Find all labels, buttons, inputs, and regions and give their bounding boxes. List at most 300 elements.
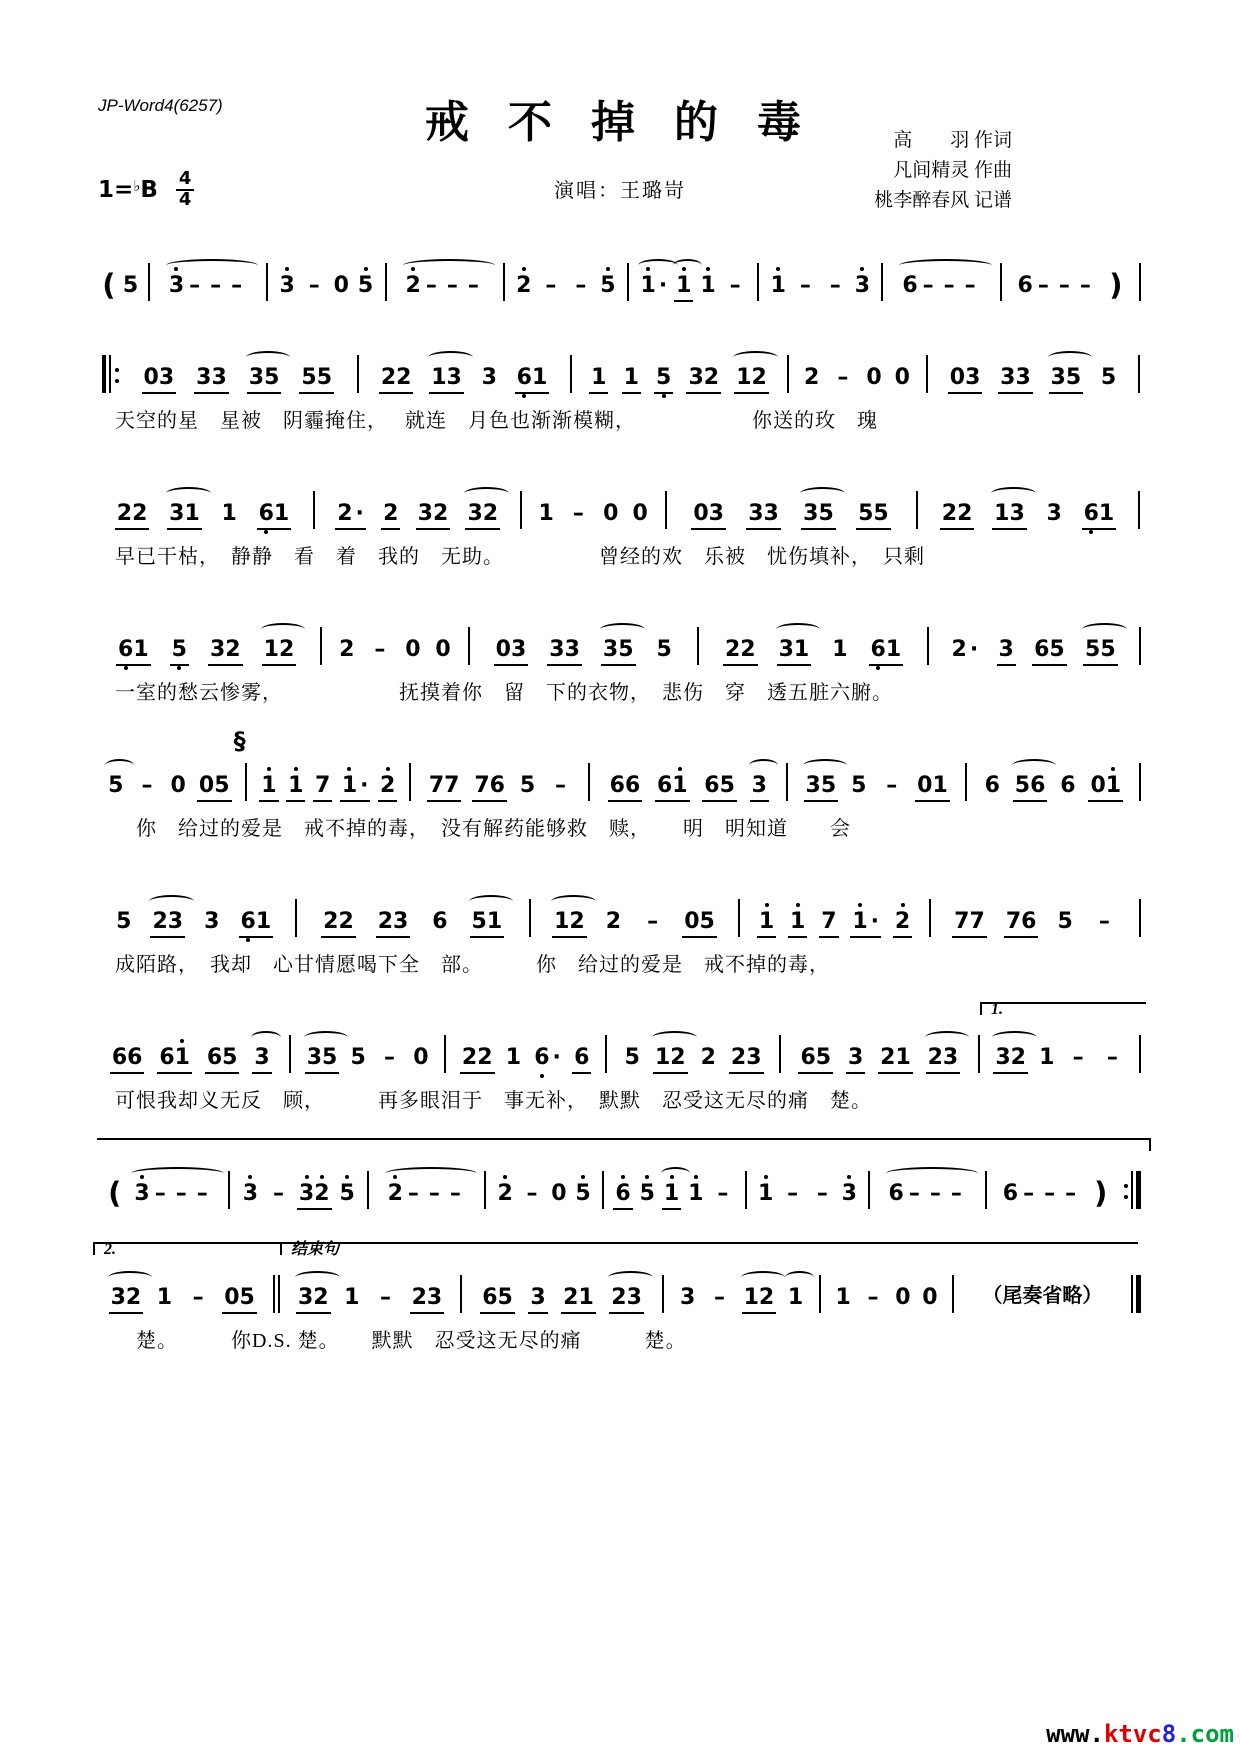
note-digit: 7	[969, 909, 985, 934]
measure	[320, 503, 515, 530]
note-token	[940, 503, 975, 530]
corner-mark: JP-Word4(6257)	[98, 96, 223, 115]
measure	[235, 1183, 363, 1210]
note-digit: 7	[1005, 909, 1022, 934]
note-digit: 2	[703, 365, 720, 390]
octave-dot-above	[694, 1175, 698, 1179]
note-token	[793, 275, 818, 302]
watermark-part: www.	[1046, 1720, 1104, 1748]
note-digit: 3	[481, 365, 497, 390]
note-digit: 5	[172, 639, 187, 661]
note-token	[840, 1183, 859, 1210]
note-token	[257, 503, 292, 530]
note-digit: 3	[1000, 365, 1016, 390]
note-token	[589, 367, 608, 394]
octave-dot-above	[1111, 767, 1115, 771]
note-digit: 1	[932, 773, 948, 798]
note-digit: 3	[467, 501, 483, 526]
slur-arc	[166, 259, 258, 272]
note-digit: 3	[805, 773, 821, 798]
singer-credit: 演唱：王璐岢	[554, 180, 686, 202]
note-digit: 5	[1065, 365, 1082, 390]
note-digit: 3	[751, 773, 767, 798]
note-token	[769, 275, 788, 302]
octave-dot-above	[796, 903, 800, 907]
chorus-line-1	[97, 727, 1145, 840]
octave-dot-above	[267, 767, 271, 771]
note-digit: 1	[759, 911, 774, 933]
barline	[1134, 627, 1145, 666]
open-paren: (	[108, 1176, 122, 1210]
barline	[601, 1035, 612, 1074]
note-token	[465, 503, 500, 530]
note-token	[849, 775, 868, 802]
note-digit: 1	[743, 1285, 759, 1310]
octave-dot-above	[305, 1175, 309, 1179]
measure	[875, 1183, 981, 1210]
note-digit: 5	[1100, 365, 1117, 390]
barline	[693, 627, 704, 666]
slur-arc	[991, 487, 1036, 500]
note-digit: 1	[672, 775, 687, 797]
note-digit: 5	[322, 1045, 338, 1070]
volta-continuation-line	[97, 1138, 1151, 1151]
note-digit: 3	[196, 365, 212, 390]
octave-dot-above	[776, 267, 780, 271]
note-digit: 6	[127, 1045, 143, 1070]
ending-line	[97, 1241, 1145, 1352]
note-token	[861, 1287, 886, 1314]
note-token	[121, 275, 140, 302]
octave-dot-above	[386, 767, 390, 771]
note-token	[1100, 1047, 1125, 1074]
note-digit: 3	[564, 637, 580, 662]
note-token	[804, 775, 839, 802]
duration-dash: –	[575, 273, 587, 298]
note-token	[134, 775, 159, 802]
note-digit: 6	[1017, 273, 1033, 298]
note-token	[367, 639, 392, 666]
note-digit: 3	[842, 1183, 857, 1205]
note-token	[115, 503, 150, 530]
note-digit: 6	[517, 367, 532, 389]
duration-dash: –	[273, 1181, 284, 1206]
measure	[296, 1047, 440, 1074]
note-digit: 3	[243, 1183, 258, 1205]
measure	[526, 503, 660, 530]
measure	[958, 1279, 1126, 1314]
duration-dash: –	[572, 501, 584, 526]
note-token	[142, 367, 177, 394]
volta-bracket	[980, 1001, 1146, 1018]
note-token	[205, 1047, 240, 1074]
note-digit: 3	[708, 501, 724, 526]
octave-dot-below	[124, 666, 128, 670]
note-digit: 0	[894, 365, 910, 390]
barline	[1134, 263, 1145, 302]
barline	[262, 263, 273, 302]
note-token	[998, 367, 1033, 394]
note-digit: 2	[152, 909, 168, 934]
barline	[565, 355, 576, 394]
volta-label: 2.	[104, 1241, 116, 1258]
note-digit: 1	[895, 1045, 911, 1070]
note-token	[532, 1047, 563, 1074]
note-digit: 1	[664, 1183, 679, 1205]
slur-arc	[246, 351, 291, 364]
duration-dash: –	[1037, 273, 1049, 298]
note-digit: 2	[880, 1045, 896, 1070]
time-signature	[176, 170, 195, 210]
duration-dash: –	[308, 273, 320, 298]
note-token	[819, 911, 838, 938]
note-token	[915, 775, 950, 802]
note-token	[277, 275, 296, 302]
slur-arc	[749, 759, 778, 772]
note-digit: 5	[699, 909, 715, 934]
octave-dot-above	[180, 1039, 184, 1043]
note-token	[504, 1047, 523, 1074]
note-digit: 2	[670, 1045, 686, 1070]
note-digit: 1	[133, 637, 149, 662]
note-token	[169, 775, 188, 802]
note-digit: 5	[820, 773, 837, 798]
note-digit: 1	[486, 909, 503, 934]
measure	[576, 367, 782, 394]
slur-arc	[608, 1271, 653, 1284]
slur-arc	[403, 259, 495, 272]
note-token	[846, 1047, 865, 1074]
note-digit: 3	[688, 365, 704, 390]
note-token	[834, 1287, 853, 1314]
measure	[992, 1176, 1119, 1210]
note-token	[241, 1183, 260, 1210]
notes-row	[97, 614, 1145, 666]
close-paren: )	[1109, 268, 1123, 302]
note-digit: 5	[1057, 909, 1073, 934]
note-token	[106, 775, 125, 802]
note-digit: 2	[563, 1285, 579, 1310]
note-token	[992, 503, 1027, 530]
note-digit: 5	[301, 365, 317, 390]
note-digit: 3	[748, 501, 764, 526]
note-digit: 2	[132, 501, 148, 526]
note-digit: 2	[432, 501, 449, 526]
note-token	[132, 1183, 214, 1210]
note-digit: 1	[1106, 775, 1121, 797]
barline	[440, 1035, 451, 1074]
note-token	[1004, 911, 1039, 938]
note-digit: 3	[169, 275, 184, 297]
barline	[782, 355, 793, 394]
note-digit: 6	[432, 909, 448, 934]
note-digit: 6	[609, 773, 625, 798]
slur-arc	[251, 1031, 280, 1044]
note-token	[416, 503, 451, 530]
note-token	[598, 275, 617, 302]
measure	[668, 1287, 814, 1314]
note-digit: 6	[984, 773, 1000, 798]
note-digit: 5	[350, 1045, 366, 1070]
measure	[634, 275, 753, 302]
note-digit: 3	[417, 501, 433, 526]
duration-dash: –	[425, 273, 437, 298]
slur-arc	[131, 1167, 223, 1180]
note-digit: 6	[534, 1047, 549, 1069]
note-digit: 0	[495, 637, 511, 662]
note-token	[429, 367, 464, 394]
barline	[456, 1275, 467, 1314]
notes-row	[97, 1241, 1145, 1314]
note-token	[186, 1287, 211, 1314]
note-digit: 6	[206, 1045, 223, 1070]
duration-dash: –	[1098, 909, 1110, 934]
barline	[233, 727, 252, 802]
note-digit: 5	[264, 365, 280, 390]
note-token	[549, 1183, 568, 1210]
duration-dash: –	[816, 1181, 828, 1206]
note-token	[609, 1287, 644, 1314]
duration-dash: –	[867, 1285, 879, 1310]
note-digit: 3	[680, 1285, 696, 1310]
note-token	[342, 1287, 361, 1314]
note-token	[335, 503, 366, 530]
octave-dot-below	[540, 1074, 544, 1078]
note-token	[1088, 775, 1123, 802]
duration-dash: –	[192, 1285, 204, 1310]
lyrics-row: 可恨我却义无反 顾， 再多眼泪于 事无补， 默默 忍受这无尽的痛 楚。	[115, 1090, 872, 1112]
note-digit: 3	[426, 1285, 443, 1310]
note-digit: 1	[994, 501, 1010, 526]
note-token	[983, 775, 1002, 802]
note-digit: 3	[855, 275, 870, 297]
note-digit: 5	[471, 909, 487, 934]
note-token	[893, 1287, 912, 1314]
note-digit: 0	[224, 1285, 240, 1310]
slur-arc	[899, 259, 991, 272]
note-token	[403, 639, 422, 666]
note-digit: 5	[575, 1183, 590, 1205]
note-token	[655, 775, 690, 802]
note-digit: 0	[949, 365, 966, 390]
note-token	[321, 911, 356, 938]
note-digit: 6	[118, 639, 133, 661]
note-digit: 1	[538, 501, 554, 526]
verse-line-1	[97, 342, 1145, 432]
note-token	[997, 639, 1016, 666]
note-digit: 2	[569, 909, 585, 934]
octave-dot-above	[621, 1175, 625, 1179]
slur-arc	[385, 1167, 477, 1180]
slur-arc	[304, 1031, 349, 1044]
note-token	[878, 1047, 913, 1074]
transcriber-credit: 桃李醉春风 记谱	[874, 190, 1012, 211]
note-digit: 6	[902, 273, 918, 298]
note-digit: 6	[1030, 773, 1046, 798]
notes-row	[97, 727, 1145, 802]
note-digit: 3	[169, 501, 185, 526]
note-digit: 1	[787, 1285, 804, 1310]
note-token	[757, 911, 776, 938]
note-digit: 2	[313, 1285, 329, 1310]
note-digit: 2	[740, 637, 756, 662]
note-digit: 1	[771, 275, 786, 297]
note-digit: 3	[299, 1183, 314, 1205]
barline	[657, 1275, 668, 1314]
note-token	[734, 367, 769, 394]
note-digit: 0	[632, 501, 648, 526]
note-token	[810, 1183, 835, 1210]
note-digit: 3	[998, 637, 1014, 662]
note-digit: 2	[751, 365, 767, 390]
note-digit: 2	[380, 775, 395, 797]
barline	[515, 491, 526, 530]
score	[97, 250, 1145, 1398]
note-digit: 0	[413, 1045, 429, 1070]
barline	[995, 263, 1006, 302]
note-digit: 6	[259, 503, 274, 525]
intro-line	[97, 250, 1145, 302]
note-token	[742, 1287, 777, 1314]
note-token	[116, 639, 151, 666]
note-token	[926, 1047, 961, 1074]
note-token	[150, 911, 185, 938]
barline	[961, 763, 972, 802]
barline	[660, 491, 671, 530]
flat-sign: ♭	[133, 176, 141, 195]
slur-arc	[261, 623, 306, 636]
note-digit: 7	[474, 773, 490, 798]
barline	[480, 1171, 491, 1210]
octave-dot-above	[248, 1175, 252, 1179]
note-token	[707, 1287, 732, 1314]
measure	[922, 503, 1134, 530]
duration-dash: –	[380, 1285, 391, 1310]
octave-dot-above	[285, 267, 289, 271]
duration-dash: –	[729, 273, 741, 298]
barline	[815, 1275, 826, 1314]
note-digit: 6	[489, 773, 505, 798]
duration-dash: –	[446, 273, 458, 298]
note-digit: 0	[333, 273, 349, 298]
note-digit: 2	[377, 909, 394, 934]
duration-dash: –	[1058, 273, 1070, 298]
note-digit: 5	[1100, 637, 1116, 662]
octave-dot-above	[522, 267, 526, 271]
duration-dash: –	[231, 273, 243, 298]
duration-dash: –	[449, 1181, 461, 1206]
key-tonic: B	[140, 176, 158, 203]
octave-dot-below	[246, 938, 250, 942]
note-token	[410, 1287, 445, 1314]
note-digit: 2	[951, 637, 967, 662]
note-token	[548, 775, 573, 802]
barline	[1134, 763, 1145, 802]
barline	[734, 899, 745, 938]
note-token	[723, 639, 758, 666]
note-token	[640, 911, 665, 938]
barline	[973, 1035, 984, 1074]
barline	[1134, 355, 1145, 394]
note-digit: 0	[603, 501, 619, 526]
note-digit: 2	[323, 909, 339, 934]
duration-dash: –	[829, 273, 841, 298]
song-title: 戒 不 掉 的 毒	[425, 98, 815, 147]
measure	[826, 1287, 947, 1314]
chorus-line-3	[97, 1001, 1145, 1112]
measure	[933, 639, 1134, 666]
note-digit: 1	[261, 775, 276, 797]
duration-dash: –	[154, 1181, 166, 1206]
slur-arc	[149, 895, 194, 908]
note-token	[780, 1183, 805, 1210]
augmentation-dot: ·	[360, 773, 369, 798]
slur-arc	[886, 1167, 978, 1180]
note-digit: 2	[380, 365, 397, 390]
note-digit: 5	[519, 773, 536, 798]
note-token	[608, 775, 643, 802]
barline	[924, 899, 935, 938]
duration-dash: –	[1079, 273, 1091, 298]
slur-arc	[661, 1167, 690, 1180]
octave-dot-above	[645, 1175, 649, 1179]
note-digit: 1	[1098, 501, 1115, 526]
note-digit: 2	[314, 1183, 329, 1205]
note-digit: 3	[306, 1045, 323, 1070]
note-digit: 6	[111, 1045, 128, 1070]
barline	[864, 1171, 875, 1210]
slur-arc	[776, 623, 821, 636]
note-token	[480, 367, 499, 394]
note-token	[252, 1047, 271, 1074]
lyrics-row: 楚。 你D.S. 楚。 默默 忍受这无尽的痛 楚。	[115, 1330, 687, 1352]
barline	[405, 763, 416, 802]
note-token	[710, 1183, 735, 1210]
duration-dash: –	[1044, 1181, 1056, 1206]
note-token	[470, 911, 505, 938]
note-digit: 5	[358, 275, 373, 297]
note-token	[222, 1287, 257, 1314]
note-token	[305, 1047, 340, 1074]
note-digit: 3	[209, 637, 226, 662]
watermark-part: 8	[1161, 1720, 1177, 1748]
octave-dot-below	[876, 666, 880, 670]
note-token	[259, 775, 278, 802]
duration-dash: –	[717, 1181, 729, 1206]
measure	[509, 275, 622, 302]
note-token	[682, 911, 717, 938]
double-barline	[268, 1275, 284, 1314]
note-token	[266, 1183, 291, 1210]
notes-row	[97, 1158, 1145, 1210]
augmentation-dot: ·	[658, 273, 668, 298]
note-token	[830, 367, 855, 394]
note-digit: 1	[852, 911, 867, 933]
octave-dot-above	[320, 1175, 324, 1179]
duration-dash: –	[1072, 1045, 1084, 1070]
note-token	[613, 1183, 632, 1210]
barline	[911, 491, 922, 530]
note-token	[1099, 367, 1118, 394]
note-digit: 5	[818, 501, 834, 526]
note-digit: 2	[730, 1045, 747, 1070]
note-digit: 6	[624, 773, 641, 798]
note-digit: 1	[758, 1183, 773, 1205]
measure	[326, 639, 463, 666]
note-digit: 6	[482, 1285, 498, 1310]
note-digit: 2	[724, 637, 741, 662]
measure	[475, 639, 693, 666]
